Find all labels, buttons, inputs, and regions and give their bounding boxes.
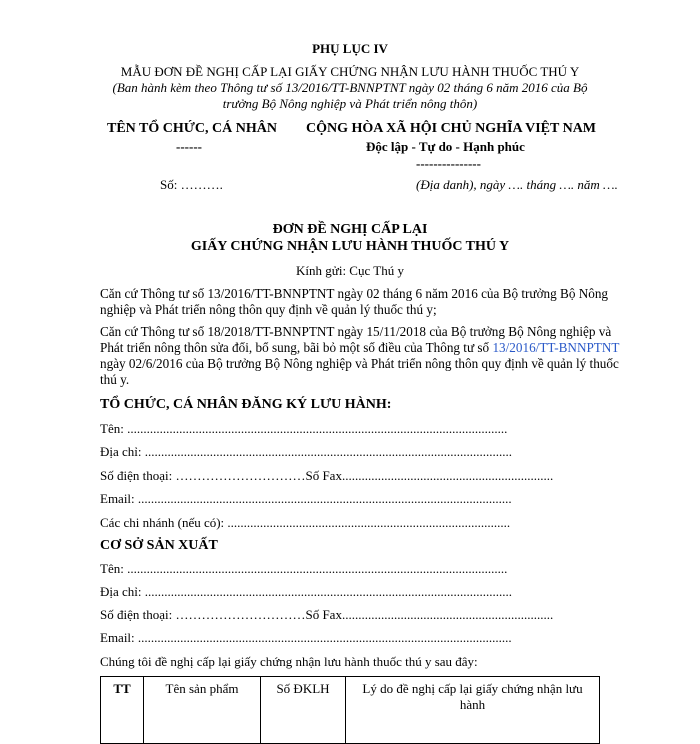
place-date: (Địa danh), ngày …. tháng …. năm …. [416,177,618,192]
nation-name: CỘNG HÒA XÃ HỘI CHỦ NGHĨA VIỆT NAM [306,121,597,136]
product-table [100,676,600,744]
document-number: Số: ………. [160,177,223,192]
legal-basis-1: Căn cứ Thông tư số 13/2016/TT-BNNPTNT ngày 02 tháng 6 năm 2016 của Bộ trưởng Bộ Nông nghiệp và Phát triển nông thôn quy định về quản lý thuốc thú y; [100,286,609,317]
addressee: Kính gửi: Cục Thú y [296,263,404,278]
facility-name-field: Tên: ..................................................................................................................... [100,561,508,576]
form-title: MẪU ĐƠN ĐỀ NGHỊ CẤP LẠI GIẤY CHỨNG NHẬN LƯU HÀNH THUỐC THÚ Y [120,64,580,79]
legal-basis-2-after: ngày 02/6/2016 của Bộ trưởng Bộ Nông nghiệp và Phát triển nông thôn quy định về quản lý thuốc thú y. [100,356,619,387]
issued-note-line1: (Ban hành kèm theo Thông tư số 13/2016/TT-BNNPTNT ngày 02 tháng 6 năm 2016 của Bộ [112,80,588,95]
nation-dashes: --------------- [416,156,481,171]
col-header-registration-number: Số ĐKLH [261,677,346,744]
org-name-label: TÊN TỔ CHỨC, CÁ NHÂN [107,121,277,136]
registrant-branches-field: Các chi nhánh (nếu có): ....................................................................................... [100,515,511,530]
legal-basis-2 [100,324,620,388]
registrant-phone-fax-field: Số điện thoại: …………………………Số Fax................................................................. [100,468,554,483]
facility-email-field: Email: ................................................................................................................... [100,630,512,645]
circular-link[interactable]: 13/2016/TT-BNNPTNT [492,340,620,355]
col-header-product-name: Tên sản phẩm [144,677,261,744]
legal-basis-2-before: Căn cứ Thông tư số 18/2018/TT-BNNPTNT ngày 15/11/2018 của Bộ trưởng Bộ Nông nghiệp và Phát triển nông thôn sửa đổi, bổ sung, bãi bỏ một số điều của Thông tư số [100,324,612,355]
application-title-line1: ĐƠN ĐỀ NGHỊ CẤP LẠI [272,222,428,237]
facility-address-field: Địa chỉ: ................................................................................................................. [100,584,513,599]
col-header-tt: TT [101,677,144,744]
registrant-name-field: Tên: ..................................................................................................................... [100,421,508,436]
application-title-line2: GIẤY CHỨNG NHẬN LƯU HÀNH THUỐC THÚ Y [190,239,510,254]
facility-heading: CƠ SỞ SẢN XUẤT [100,538,218,553]
table-header-row [101,677,600,744]
nation-motto: Độc lập - Tự do - Hạnh phúc [366,139,525,154]
issued-note-line2: trưởng Bộ Nông nghiệp và Phát triển nông thôn) [222,96,478,111]
col-header-reason: Lý do đề nghị cấp lại giấy chứng nhận lưu hành [346,677,600,744]
org-dashes: ------ [176,139,202,154]
appendix-label: PHỤ LỤC IV [312,41,388,56]
registrant-address-field: Địa chỉ: ................................................................................................................. [100,444,513,459]
facility-phone-fax-field: Số điện thoại: …………………………Số Fax................................................................. [100,607,554,622]
registrant-email-field: Email: ................................................................................................................... [100,491,512,506]
request-statement: Chúng tôi đề nghị cấp lại giấy chứng nhận lưu hành thuốc thú y sau đây: [100,654,478,669]
registrant-heading: TỔ CHỨC, CÁ NHÂN ĐĂNG KÝ LƯU HÀNH: [100,397,392,412]
